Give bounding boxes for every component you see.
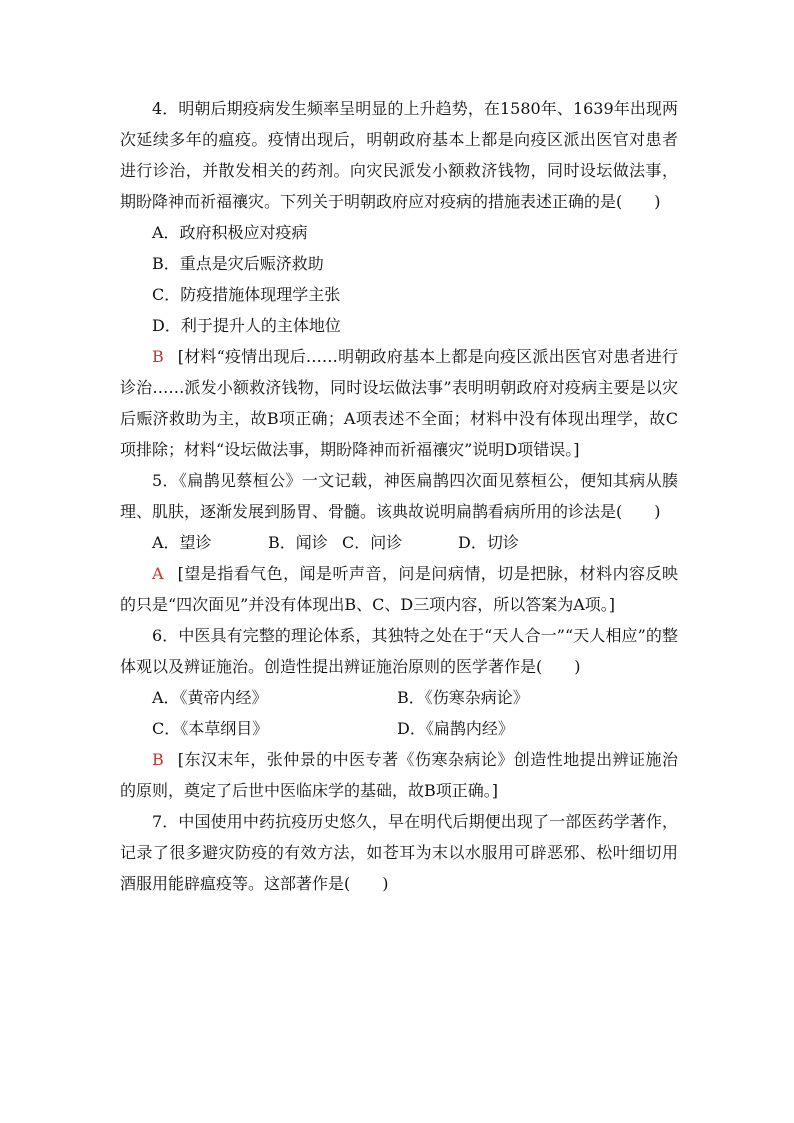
question-4-stem: 4．明朝后期疫病发生频率呈明显的上升趋势，在1580年、1639年出现两次延续多年的瘟疫。疫情出现后，明朝政府基本上都是向疫区派出医官对患者进行诊治，并散发相关的药剂。向灾民派发小额救济钱物，同时设坛做法事，期盼降神而祈福禳灾。下列关于明朝政府应对疫病的措施表述正确的是( ) <box>120 99 678 211</box>
question-6-option-a: A．《黄帝内经》 <box>152 688 268 707</box>
question-6-options-row-1 <box>120 682 678 713</box>
question-6-stem: 6．中医具有完整的理论体系，其独特之处在于“天人合一”“天人相应”的整体观以及辨证施治。创造性提出辨证施治原则的医学著作是( ) <box>120 626 678 676</box>
question-4-answer <box>120 341 678 465</box>
question-4-option-d: D．利于提升人的主体地位 <box>152 316 341 335</box>
question-5-option-d: D．切诊 <box>458 533 519 552</box>
question-5-explanation: [望是指看气色，闻是听声音，问是问病情，切是把脉，材料内容反映的只是“四次面见”并没有体现出B、C、D三项内容，所以答案为A项。] <box>120 564 678 614</box>
question-4-option-a: A．政府积极应对疫病 <box>152 223 308 242</box>
question-5-options <box>120 527 678 558</box>
question-6-answer <box>120 744 678 806</box>
question-5-option-b: B．闻诊 <box>268 533 328 552</box>
question-7-stem: 7．中国使用中药抗疫历史悠久，早在明代后期便出现了一部医药学著作，记录了很多避灾防疫的有效方法，如苍耳为末以水服用可辟恶邪、松叶细切用酒服用能辟瘟疫等。这部著作是( ) <box>120 812 678 893</box>
question-6-option-b: B．《伤寒杂病论》 <box>397 688 529 707</box>
question-content <box>120 93 678 899</box>
question-6-options-row-2 <box>120 713 678 744</box>
question-6-option-d: D．《扁鹊内经》 <box>397 719 514 738</box>
question-4-option-b: B．重点是灾后赈济救助 <box>152 254 324 273</box>
question-6-answer-letter: B <box>152 750 164 769</box>
question-4-answer-letter: B <box>152 347 164 366</box>
question-5-stem: 5．《扁鹊见蔡桓公》一文记载，神医扁鹊四次面见蔡桓公，便知其病从腠理、肌肤，逐渐发展到肠胃、骨髓。该典故说明扁鹊看病所用的诊法是( ) <box>120 471 678 521</box>
question-5-answer-letter: A <box>152 564 164 583</box>
question-4-option-c: C．防疫措施体现理学主张 <box>152 285 341 304</box>
question-5-option-c: C．问诊 <box>342 533 403 552</box>
question-5-answer <box>120 558 678 620</box>
question-6-explanation: [东汉末年，张仲景的中医专著《伤寒杂病论》创造性地提出辨证施治的原则，奠定了后世中医临床学的基础，故B项正确。] <box>120 750 678 800</box>
question-6-option-c: C．《本草纲目》 <box>152 719 269 738</box>
question-4-explanation: [材料“疫情出现后……明朝政府基本上都是向疫区派出医官对患者进行诊治……派发小额救济钱物，同时设坛做法事”表明明朝政府对疫病主要是以灾后赈济救助为主，故B项正确；A项表述不全面；材料中没有体现出理学，故C项排除；材料“设坛做法事，期盼降神而祈福禳灾”说明D项错误。] <box>120 347 678 459</box>
question-5-option-a: A．望诊 <box>152 533 212 552</box>
